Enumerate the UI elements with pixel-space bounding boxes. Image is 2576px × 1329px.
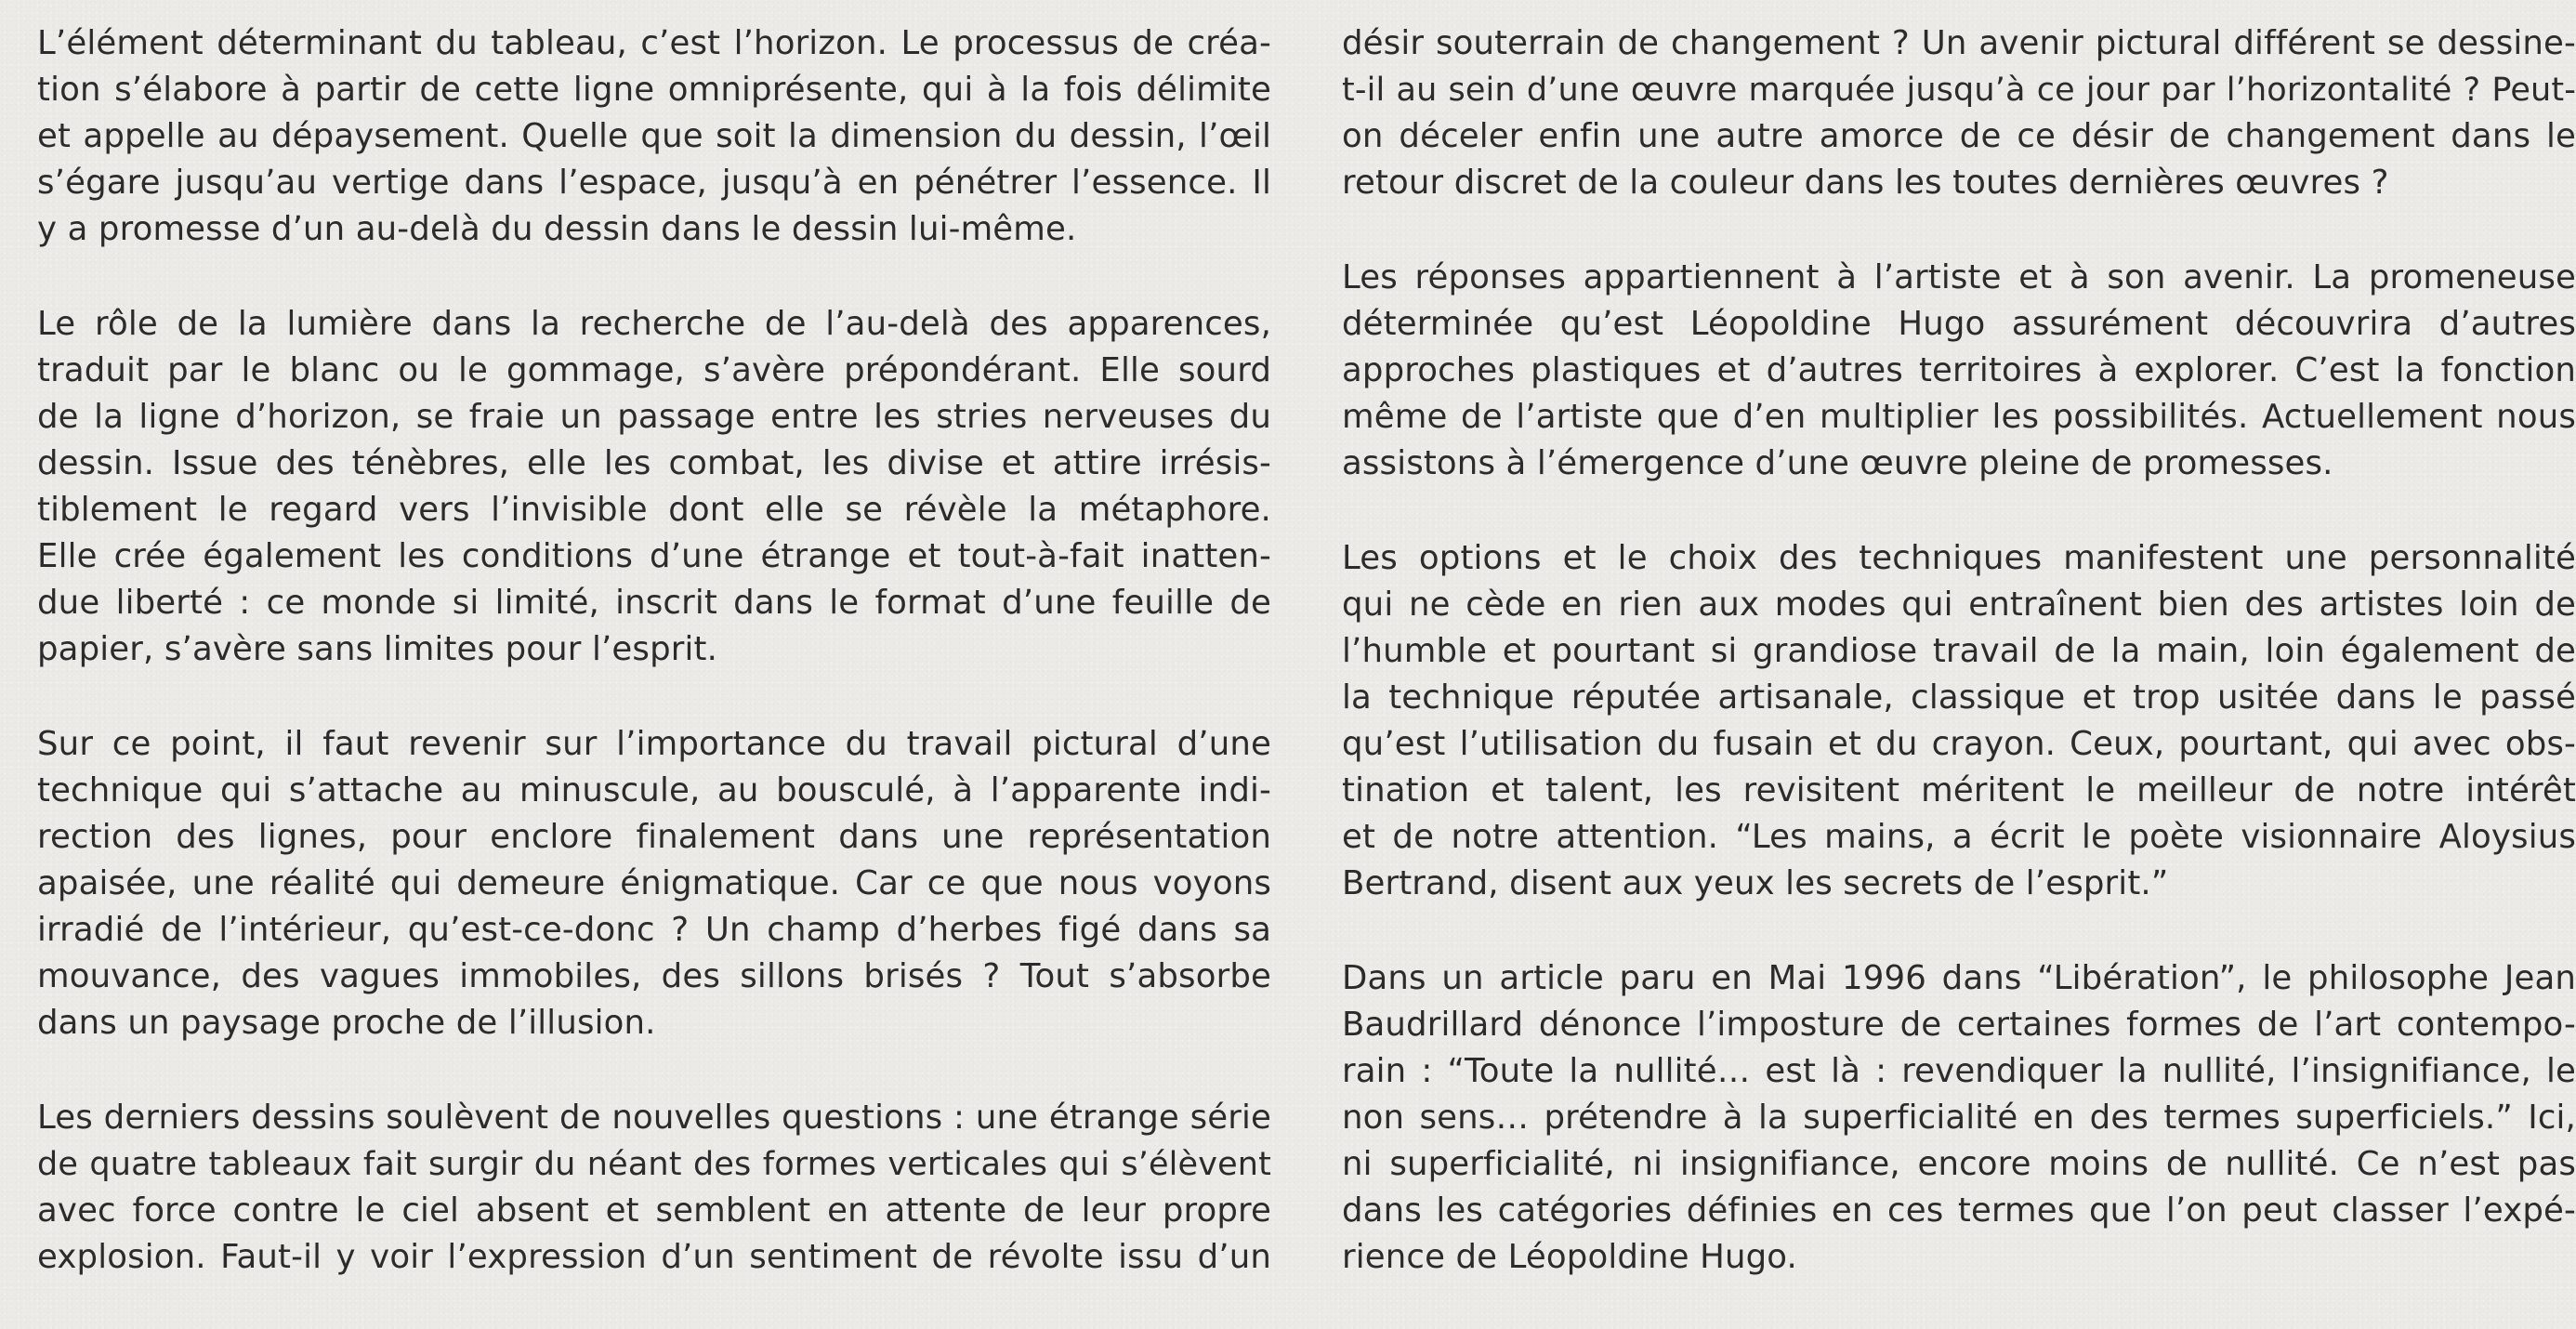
text-line: tination et talent, les revisitent méritent le meilleur de notre intérêt: [1342, 771, 2576, 809]
text-line: de la ligne d’horizon, se fraie un passage entre les stries nerveuses du: [37, 398, 1271, 436]
text-line: Les options et le choix des techniques manifestent une personnalité: [1342, 539, 2576, 577]
text-line: ni superficialité, ni insignifiance, encore moins de nullité. Ce n’est pas: [1342, 1145, 2576, 1183]
text-line: y a promesse d’un au-delà du dessin dans le dessin lui-même.: [37, 210, 1077, 248]
text-line: papier, s’avère sans limites pour l’esprit.: [37, 630, 718, 668]
text-line: dans les catégories définies en ces termes que l’on peut classer l’expé-: [1342, 1191, 2576, 1230]
right-column: [1342, 20, 2576, 1329]
text-line: Dans un article paru en Mai 1996 dans “Libération”, le philosophe Jean: [1342, 959, 2576, 997]
text-line: tion s’élabore à partir de cette ligne omniprésente, qui à la fois délimite: [37, 71, 1271, 109]
text-line: technique qui s’attache au minuscule, au bousculé, à l’apparente indi-: [37, 771, 1271, 809]
text-line: s’égare jusqu’au vertige dans l’espace, jusqu’à en pénétrer l’essence. Il: [37, 164, 1271, 202]
text-line: qui ne cède en rien aux modes qui entraînent bien des artistes loin de: [1342, 586, 2576, 624]
text-line: tiblement le regard vers l’invisible dont elle se révèle la métaphore.: [37, 491, 1271, 529]
text-line: approches plastiques et d’autres territoires à explorer. C’est la fonction: [1342, 351, 2576, 389]
paragraph-reponses: [1342, 255, 2576, 487]
paragraph-desir-changement: [1342, 20, 2576, 206]
text-line: explosion. Faut-il y voir l’expression d’un sentiment de révolte issu d’un: [37, 1238, 1271, 1276]
text-line: rain : “Toute la nullité… est là : revendiquer la nullité, l’insignifiance, le: [1342, 1052, 2576, 1090]
text-line: Elle crée également les conditions d’une étrange et tout-à-fait inatten-: [37, 537, 1271, 575]
paragraph-baudrillard: [1342, 955, 2576, 1281]
text-line: apaisée, une réalité qui demeure énigmatique. Car ce que nous voyons: [37, 864, 1271, 902]
text-line: non sens… prétendre à la superficialité en des termes superficiels.” Ici,: [1342, 1099, 2576, 1137]
text-line: l’humble et pourtant si grandiose travail de la main, loin également de: [1342, 632, 2576, 670]
text-line: dessin. Issue des ténèbres, elle les combat, les divise et attire irrésis-: [37, 444, 1271, 482]
left-column: [37, 20, 1271, 1329]
paragraph-horizon: [37, 20, 1271, 253]
text-line: irradié de l’intérieur, qu’est-ce-donc ? Un champ d’herbes figé dans sa: [37, 911, 1271, 949]
text-line: dans un paysage proche de l’illusion.: [37, 1004, 656, 1042]
paragraph-lumiere: [37, 301, 1271, 673]
text-line: Les derniers dessins soulèvent de nouvelles questions : une étrange série: [37, 1099, 1271, 1137]
paragraph-travail-pictural: [37, 721, 1271, 1046]
text-line: Les réponses appartiennent à l’artiste et à son avenir. La promeneuse: [1342, 258, 2576, 296]
text-line: et appelle au dépaysement. Quelle que soit la dimension du dessin, l’œil: [37, 117, 1271, 155]
paragraph-derniers-dessins: [37, 1095, 1271, 1281]
text-line: déterminée qu’est Léopoldine Hugo assurément découvrira d’autres: [1342, 305, 2576, 343]
text-line: retour discret de la couleur dans les toutes dernières œuvres ?: [1342, 164, 2389, 202]
text-line: due liberté : ce monde si limité, inscrit dans le format d’une feuille de: [37, 584, 1271, 622]
text-line: Sur ce point, il faut revenir sur l’importance du travail pictural d’une: [37, 725, 1271, 763]
text-line: la technique réputée artisanale, classique et trop usitée dans le passé: [1342, 678, 2576, 717]
text-line: Le rôle de la lumière dans la recherche de l’au-delà des apparences,: [37, 305, 1271, 343]
text-line: désir souterrain de changement ? Un avenir pictural différent se dessine-: [1342, 24, 2576, 62]
text-line: avec force contre le ciel absent et semblent en attente de leur propre: [37, 1191, 1271, 1230]
text-line: rection des lignes, pour enclore finalement dans une représentation: [37, 818, 1271, 856]
paragraph-techniques: [1342, 535, 2576, 907]
text-line: on déceler enfin une autre amorce de ce désir de changement dans le: [1342, 117, 2576, 155]
text-line: de quatre tableaux fait surgir du néant des formes verticales qui s’élèvent: [37, 1146, 1271, 1183]
text-line: traduit par le blanc ou le gommage, s’avère prépondérant. Elle sourd: [37, 351, 1271, 389]
text-line: Bertrand, disent aux yeux les secrets de l’esprit.”: [1342, 864, 2169, 902]
text-line: Baudrillard dénonce l’imposture de certaines formes de l’art contempo-: [1342, 1006, 2576, 1044]
text-line: mouvance, des vagues immobiles, des sillons brisés ? Tout s’absorbe: [37, 957, 1271, 995]
text-line: même de l’artiste que d’en multiplier les possibilités. Actuellement nous: [1342, 398, 2576, 436]
text-line: qu’est l’utilisation du fusain et du crayon. Ceux, pourtant, qui avec obs-: [1342, 725, 2576, 763]
text-line: L’élément déterminant du tableau, c’est l’horizon. Le processus de créa-: [37, 24, 1271, 62]
text-line: assistons à l’émergence d’une œuvre pleine de promesses.: [1342, 444, 2333, 482]
text-line: et de notre attention. “Les mains, a écrit le poète visionnaire Aloysius: [1342, 818, 2576, 856]
text-line: t-il au sein d’une œuvre marquée jusqu’à ce jour par l’horizontalité ? Peut-: [1342, 72, 2576, 109]
text-line: rience de Léopoldine Hugo.: [1342, 1238, 1797, 1276]
